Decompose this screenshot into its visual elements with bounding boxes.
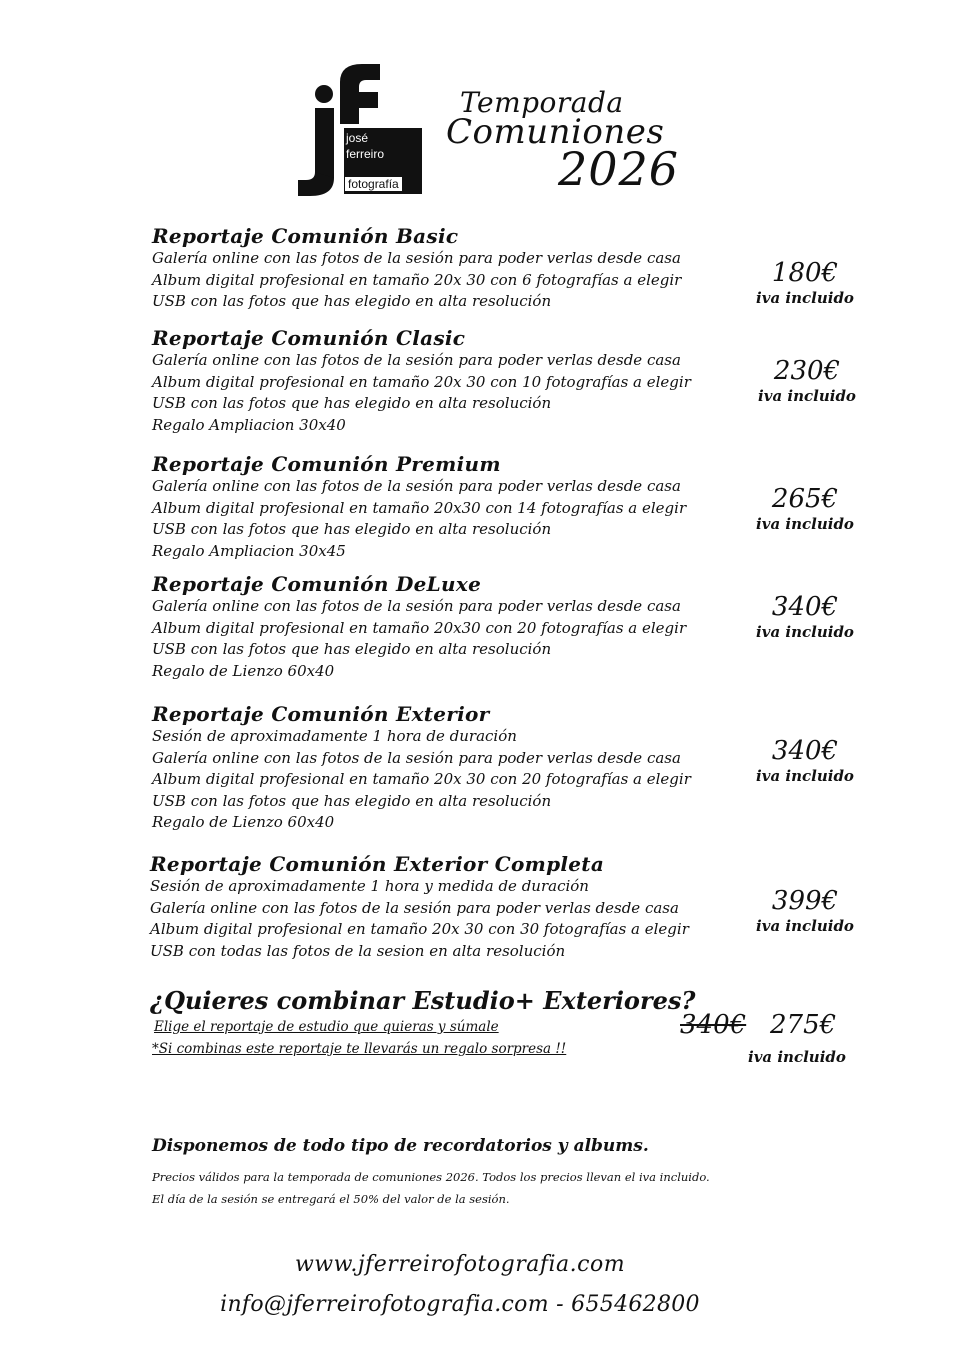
package-feature: USB con todas las fotos de la sesion en alta resolución <box>150 941 566 960</box>
package-title: Reportaje Comunión Basic <box>152 224 459 248</box>
package-feature: Album digital profesional en tamaño 20x 30 con 30 fotografías a elegir <box>150 920 689 938</box>
package-feature: Galería online con las fotos de la sesión para poder verlas desde casa <box>152 748 681 767</box>
contact-info[interactable]: info@jferreirofotografia.com - 655462800 <box>220 1292 700 1317</box>
price-vat-note: iva incluido <box>756 767 854 785</box>
package-title: Reportaje Comunión Premium <box>152 452 501 476</box>
price-value: 265€ <box>771 484 839 514</box>
package-feature: USB con las fotos que has elegido en alta resolución <box>152 791 552 810</box>
footer-heading: Disponemos de todo tipo de recordatorios y albums. <box>152 1136 649 1156</box>
price-vat-note: iva incluido <box>758 387 856 405</box>
package-title: Reportaje Comunión DeLuxe <box>152 572 482 596</box>
package-feature: Album digital profesional en tamaño 20x30 con 20 fotografías a elegir <box>152 618 687 637</box>
package-feature: Sesión de aproximadamente 1 hora y medida de duración <box>150 877 589 895</box>
package-feature: Galería online con las fotos de la sesión para poder verlas desde casa <box>152 477 681 495</box>
season-title-line-1: Temporada <box>460 86 624 119</box>
package-deluxe-price <box>740 592 870 642</box>
website-link[interactable]: www.jferreirofotografia.com <box>294 1252 626 1277</box>
price-value: 180€ <box>771 258 839 288</box>
package-feature: Galería online con las fotos de la sesión para poder verlas desde casa <box>152 351 681 369</box>
package-feature: Galería online con las fotos de la sesión para poder verlas desde casa <box>152 249 681 267</box>
combine-title: ¿Quieres combinar Estudio+ Exteriores? <box>150 986 696 1015</box>
footer-note-deposit: El día de la sesión se entregará el 50% del valor de la sesión. <box>152 1192 510 1206</box>
package-title: Reportaje Comunión Exterior <box>152 702 490 726</box>
package-premium-price <box>740 484 870 534</box>
logo-text-fotografia: fotografía <box>344 176 403 192</box>
combine-vat-note: iva incluido <box>748 1048 846 1066</box>
package-feature: Regalo de Lienzo 60x40 <box>152 661 335 680</box>
package-exterior-completa-price <box>740 886 870 936</box>
footer-note-validity: Precios válidos para la temporada de comuniones 2026. Todos los precios llevan el iva incluido. <box>152 1170 710 1184</box>
package-feature: Album digital profesional en tamaño 20x 30 con 20 fotografías a elegir <box>152 770 691 788</box>
package-basic-price <box>740 258 870 308</box>
package-title: Reportaje Comunión Exterior Completa <box>150 852 605 876</box>
combine-old-price: 340€ <box>680 1010 747 1040</box>
price-vat-note: iva incluido <box>756 515 854 533</box>
package-feature: Album digital profesional en tamaño 20x 30 con 10 fotografías a elegir <box>152 372 691 391</box>
season-title <box>440 82 700 202</box>
combine-price: 275€ <box>770 1010 837 1040</box>
season-title-line-2: Comuniones <box>446 112 665 152</box>
price-vat-note: iva incluido <box>756 917 854 935</box>
package-feature: Sesión de aproximadamente 1 hora de duración <box>152 727 517 745</box>
season-year: 2026 <box>558 142 680 196</box>
combine-description: Elige el reportaje de estudio que quieras y súmale <box>154 1019 499 1035</box>
combine-gift-note: *Si combinas este reportaje te llevarás un regalo sorpresa !! <box>152 1041 567 1057</box>
package-feature: Regalo de Lienzo 60x40 <box>152 813 335 831</box>
package-feature: USB con las fotos que has elegido en alta resolución <box>152 292 552 310</box>
combine-offer <box>150 986 696 1060</box>
package-feature: USB con las fotos que has elegido en alta resolución <box>152 640 552 658</box>
package-feature: Galería online con las fotos de la sesión para poder verlas desde casa <box>152 597 681 615</box>
price-value: 340€ <box>771 736 839 766</box>
brand-logo <box>296 62 426 198</box>
package-feature: Regalo Ampliacion 30x40 <box>152 415 346 434</box>
package-feature: Regalo Ampliacion 30x45 <box>152 541 346 560</box>
package-exterior-price <box>740 736 870 786</box>
package-feature: USB con las fotos que has elegido en alta resolución <box>152 520 552 538</box>
package-feature: Album digital profesional en tamaño 20x30 con 14 fotografías a elegir <box>152 498 687 517</box>
price-value: 399€ <box>771 886 839 916</box>
price-vat-note: iva incluido <box>756 289 854 307</box>
package-feature: USB con las fotos que has elegido en alta resolución <box>152 394 552 412</box>
price-value: 340€ <box>771 592 839 622</box>
logo-text-jose: josé <box>346 131 369 145</box>
package-clasic-price <box>742 356 872 406</box>
package-title: Reportaje Comunión Clasic <box>152 326 466 350</box>
price-value: 230€ <box>773 356 841 386</box>
package-feature: Album digital profesional en tamaño 20x 30 con 6 fotografías a elegir <box>152 270 682 289</box>
price-vat-note: iva incluido <box>756 623 854 641</box>
logo-text-ferreiro: ferreiro <box>346 147 385 161</box>
package-feature: Galería online con las fotos de la sesión para poder verlas desde casa <box>150 898 679 917</box>
